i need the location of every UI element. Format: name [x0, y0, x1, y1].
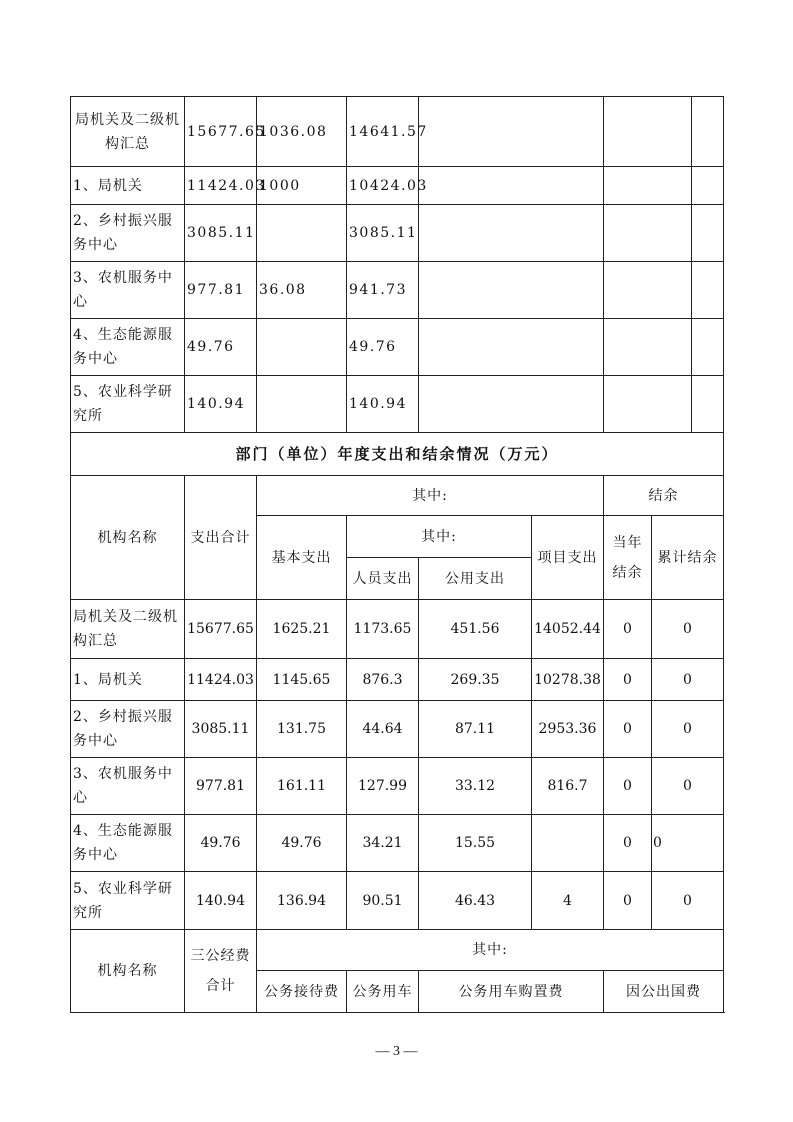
header-qizhong-sub: 其中: — [347, 516, 532, 558]
total-cell: 140.94 — [185, 872, 257, 930]
value-cell: 15677.65 — [185, 97, 257, 167]
empty-cell — [419, 97, 604, 167]
project-cell: 10278.38 — [532, 659, 604, 701]
value-cell: 3085.11 — [347, 205, 419, 262]
dangnian-cell: 0 — [604, 701, 652, 758]
header-leiji: 累计结余 — [652, 516, 724, 600]
table-row — [71, 815, 724, 872]
basic-cell: 131.75 — [257, 701, 347, 758]
empty-cell — [419, 205, 604, 262]
leiji-cell: 0 — [652, 758, 724, 815]
table-row — [71, 600, 724, 659]
public-cell: 451.56 — [419, 600, 532, 659]
value-cell: 140.94 — [185, 376, 257, 433]
project-cell: 14052.44 — [532, 600, 604, 659]
empty-cell — [604, 97, 692, 167]
total-cell: 11424.03 — [185, 659, 257, 701]
org-name-cell: 4、生态能源服务中心 — [71, 815, 185, 872]
value-cell — [257, 319, 347, 376]
personnel-cell: 1173.65 — [347, 600, 419, 659]
value-cell: 3085.11 — [185, 205, 257, 262]
header-row — [71, 476, 724, 516]
table-row — [71, 758, 724, 815]
value-cell: 10424.03 — [347, 167, 419, 205]
leiji-cell: 0 — [652, 701, 724, 758]
value-cell — [257, 376, 347, 433]
total-cell: 3085.11 — [185, 701, 257, 758]
value-cell: 977.81 — [185, 262, 257, 319]
header-basic: 基本支出 — [257, 516, 347, 600]
header-total: 支出合计 — [185, 476, 257, 600]
personnel-cell: 44.64 — [347, 701, 419, 758]
empty-cell — [692, 205, 724, 262]
page-number: — 3 — — [375, 1044, 418, 1059]
total-cell: 15677.65 — [185, 600, 257, 659]
section-title: 部门（单位）年度支出和结余情况（万元） — [71, 433, 724, 476]
header-car: 公务用车 — [347, 971, 419, 1013]
empty-cell — [692, 167, 724, 205]
empty-cell — [419, 376, 604, 433]
org-name-cell: 1、局机关 — [71, 167, 185, 205]
project-cell: 4 — [532, 872, 604, 930]
section-title-row — [71, 433, 724, 476]
org-name-cell: 3、农机服务中心 — [71, 758, 185, 815]
value-cell: 941.73 — [347, 262, 419, 319]
basic-cell: 1625.21 — [257, 600, 347, 659]
dangnian-cell: 0 — [604, 758, 652, 815]
personnel-cell: 34.21 — [347, 815, 419, 872]
header-sangong-total: 三公经费合计 — [185, 930, 257, 1013]
header-row — [71, 930, 724, 971]
header-car-purchase: 公务用车购置费 — [419, 971, 604, 1013]
header-reception: 公务接待费 — [257, 971, 347, 1013]
empty-cell — [692, 262, 724, 319]
empty-cell — [692, 97, 724, 167]
empty-cell — [604, 319, 692, 376]
personnel-cell: 127.99 — [347, 758, 419, 815]
leiji-cell: 0 — [652, 815, 724, 872]
project-cell: 2953.36 — [532, 701, 604, 758]
header-personnel: 人员支出 — [347, 558, 419, 600]
header-org-name: 机构名称 — [71, 476, 185, 600]
header-jieyu: 结余 — [604, 476, 724, 516]
leiji-cell: 0 — [652, 600, 724, 659]
empty-cell — [419, 262, 604, 319]
value-cell: 1000 — [257, 167, 347, 205]
dangnian-cell: 0 — [604, 659, 652, 701]
header-qizhong: 其中: — [257, 476, 604, 516]
public-cell: 46.43 — [419, 872, 532, 930]
empty-cell — [604, 262, 692, 319]
header-qizhong-3: 其中: — [257, 930, 724, 971]
header-abroad: 因公出国费 — [604, 971, 724, 1013]
org-name-cell: 局机关及二级机构汇总 — [71, 97, 185, 167]
value-cell: 140.94 — [347, 376, 419, 433]
basic-cell: 136.94 — [257, 872, 347, 930]
org-name-cell: 4、生态能源服务中心 — [71, 319, 185, 376]
empty-cell — [419, 319, 604, 376]
table-row — [71, 167, 724, 205]
dangnian-cell: 0 — [604, 815, 652, 872]
empty-cell — [604, 167, 692, 205]
org-name-cell: 1、局机关 — [71, 659, 185, 701]
dangnian-cell: 0 — [604, 600, 652, 659]
header-public: 公用支出 — [419, 558, 532, 600]
value-cell: 14641.57 — [347, 97, 419, 167]
value-cell: 49.76 — [347, 319, 419, 376]
table-row — [71, 701, 724, 758]
empty-cell — [604, 376, 692, 433]
value-cell: 49.76 — [185, 319, 257, 376]
header-project: 项目支出 — [532, 516, 604, 600]
table-row — [71, 376, 724, 433]
project-cell: 816.7 — [532, 758, 604, 815]
header-org-name-3: 机构名称 — [71, 930, 185, 1013]
table-row — [71, 205, 724, 262]
public-cell: 87.11 — [419, 701, 532, 758]
value-cell: 11424.03 — [185, 167, 257, 205]
org-name-cell: 局机关及二级机构汇总 — [71, 600, 185, 659]
basic-cell: 1145.65 — [257, 659, 347, 701]
basic-cell: 161.11 — [257, 758, 347, 815]
personnel-cell: 876.3 — [347, 659, 419, 701]
empty-cell — [419, 167, 604, 205]
value-cell — [257, 205, 347, 262]
empty-cell — [692, 319, 724, 376]
budget-table — [70, 96, 724, 1013]
public-cell: 269.35 — [419, 659, 532, 701]
table-row — [71, 319, 724, 376]
total-cell: 977.81 — [185, 758, 257, 815]
header-dangnian: 当年结余 — [604, 516, 652, 600]
total-cell: 49.76 — [185, 815, 257, 872]
org-name-cell: 2、乡村振兴服务中心 — [71, 701, 185, 758]
table-row — [71, 262, 724, 319]
personnel-cell: 90.51 — [347, 872, 419, 930]
table-row — [71, 97, 724, 167]
public-cell: 33.12 — [419, 758, 532, 815]
table-row — [71, 659, 724, 701]
value-cell: 1036.08 — [257, 97, 347, 167]
table-row — [71, 872, 724, 930]
dangnian-cell: 0 — [604, 872, 652, 930]
basic-cell: 49.76 — [257, 815, 347, 872]
empty-cell — [604, 205, 692, 262]
leiji-cell: 0 — [652, 659, 724, 701]
public-cell: 15.55 — [419, 815, 532, 872]
org-name-cell: 3、农机服务中心 — [71, 262, 185, 319]
org-name-cell: 5、农业科学研究所 — [71, 376, 185, 433]
empty-cell — [692, 376, 724, 433]
project-cell — [532, 815, 604, 872]
org-name-cell: 2、乡村振兴服务中心 — [71, 205, 185, 262]
org-name-cell: 5、农业科学研究所 — [71, 872, 185, 930]
leiji-cell: 0 — [652, 872, 724, 930]
value-cell: 36.08 — [257, 262, 347, 319]
